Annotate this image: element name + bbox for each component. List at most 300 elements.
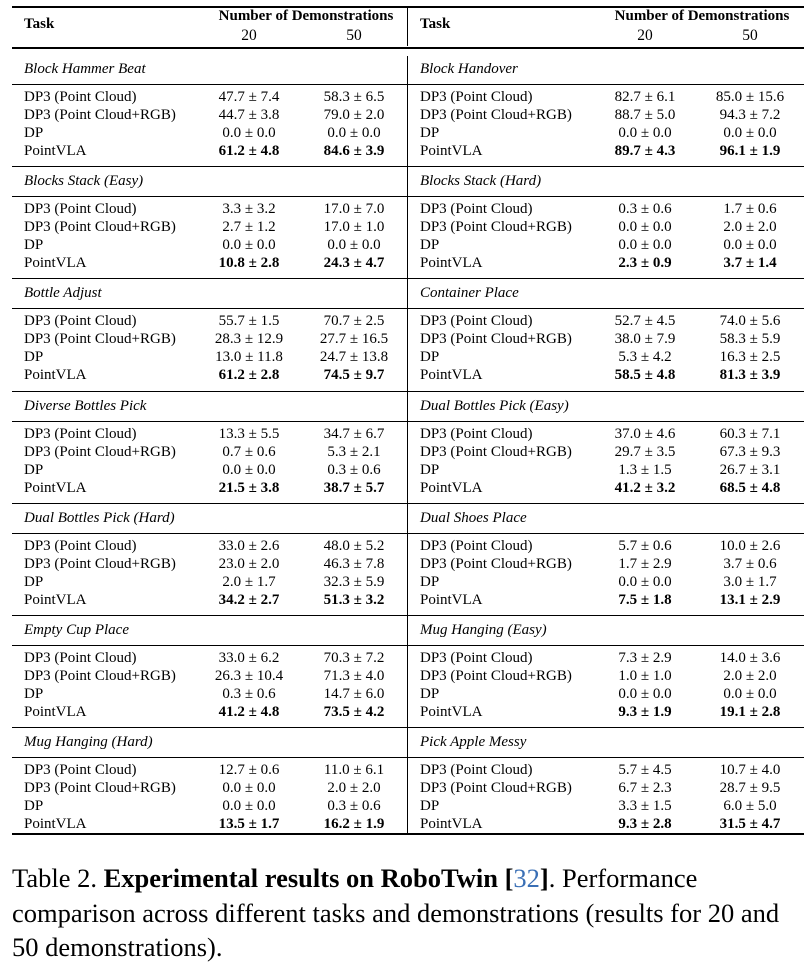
table-caption xyxy=(12,861,802,965)
table-row xyxy=(408,573,804,591)
table-row xyxy=(408,366,804,384)
value-50-demos: 0.3 ± 0.6 xyxy=(327,461,381,478)
section-rule xyxy=(12,503,408,504)
method-name: DP3 (Point Cloud) xyxy=(24,650,137,666)
value-20-demos: 26.3 ± 10.4 xyxy=(214,668,284,684)
value-20-demos: 0.0 ± 0.0 xyxy=(618,219,672,236)
table-row xyxy=(408,815,804,833)
value-20-demos: 1.3 ± 1.5 xyxy=(618,461,672,478)
value-20-demos: 0.0 ± 0.0 xyxy=(618,125,672,141)
method-name: DP3 (Point Cloud) xyxy=(420,650,533,666)
value-50-demos: 67.3 ± 9.3 xyxy=(719,443,781,460)
section-rule xyxy=(408,503,804,504)
method-name: DP xyxy=(420,125,440,141)
section-rule xyxy=(408,391,804,392)
right-task-header: Task xyxy=(420,16,451,32)
method-name: DP3 (Point Cloud) xyxy=(24,425,137,442)
value-50-demos: 79.0 ± 2.0 xyxy=(323,107,385,123)
left-header-20: 20 xyxy=(241,27,257,44)
value-50-demos: 84.6 ± 3.9 xyxy=(323,143,385,159)
task-name: Blocks Stack (Easy) xyxy=(24,173,144,190)
table-row xyxy=(408,330,804,348)
value-50-demos: 6.0 ± 5.0 xyxy=(723,798,777,815)
method-name: PointVLA xyxy=(420,591,483,608)
method-name: DP xyxy=(24,349,44,366)
value-50-demos: 58.3 ± 5.9 xyxy=(719,331,781,348)
value-50-demos: 0.0 ± 0.0 xyxy=(723,125,777,141)
task-section-block-hammer-beat xyxy=(12,56,408,168)
method-name: PointVLA xyxy=(24,255,87,272)
caption-text: . Performance comparison across different tasks and demonstrations (results for 20 and 50 demonstrations). xyxy=(12,863,780,962)
table-row xyxy=(408,254,804,272)
method-name: DP xyxy=(24,461,44,478)
value-20-demos: 1.7 ± 2.9 xyxy=(618,555,672,572)
value-50-demos: 24.3 ± 4.7 xyxy=(323,255,385,272)
value-50-demos: 70.3 ± 7.2 xyxy=(323,650,385,666)
header-rule xyxy=(408,47,804,49)
task-section-blocks-stack-hard xyxy=(408,168,804,280)
value-50-demos: 27.7 ± 16.5 xyxy=(319,331,389,348)
section-rule xyxy=(12,727,408,728)
value-50-demos: 31.5 ± 4.7 xyxy=(719,816,781,833)
table-row xyxy=(12,254,408,272)
right-header-50: 50 xyxy=(742,27,758,44)
top-rule xyxy=(408,6,804,8)
value-20-demos: 55.7 ± 1.5 xyxy=(218,313,280,330)
method-name: DP xyxy=(24,686,44,702)
value-50-demos: 51.3 ± 3.2 xyxy=(323,591,385,608)
section-rule xyxy=(12,278,408,279)
task-rule xyxy=(12,308,408,309)
value-20-demos: 28.3 ± 12.9 xyxy=(214,331,284,348)
method-name: DP xyxy=(420,461,440,478)
value-50-demos: 34.7 ± 6.7 xyxy=(323,425,385,442)
method-name: PointVLA xyxy=(24,704,87,720)
task-section-mug-hanging-easy xyxy=(408,617,804,729)
value-50-demos: 81.3 ± 3.9 xyxy=(719,367,781,384)
value-20-demos: 0.0 ± 0.0 xyxy=(618,573,672,590)
method-name: DP3 (Point Cloud) xyxy=(420,762,533,779)
method-name: DP xyxy=(24,798,44,815)
value-20-demos: 0.0 ± 0.0 xyxy=(222,798,276,815)
method-name: DP3 (Point Cloud) xyxy=(420,201,533,218)
value-50-demos: 10.0 ± 2.6 xyxy=(719,537,781,554)
value-50-demos: 3.7 ± 0.6 xyxy=(723,555,777,572)
task-section-blocks-stack-easy xyxy=(12,168,408,280)
value-20-demos: 2.3 ± 0.9 xyxy=(618,255,672,272)
value-50-demos: 2.0 ± 2.0 xyxy=(723,219,777,236)
value-20-demos: 0.0 ± 0.0 xyxy=(222,237,276,254)
left-demonstrations-header: Number of Demonstrations xyxy=(218,8,394,24)
task-section-empty-cup-place xyxy=(12,617,408,729)
table-row xyxy=(408,425,804,443)
table-row xyxy=(12,88,408,106)
method-name: DP3 (Point Cloud) xyxy=(24,762,137,779)
value-20-demos: 3.3 ± 3.2 xyxy=(222,201,276,218)
method-name: DP xyxy=(420,686,440,702)
value-20-demos: 23.0 ± 2.0 xyxy=(218,555,280,572)
task-rule xyxy=(408,84,804,85)
table-row xyxy=(12,425,408,443)
method-name: DP3 (Point Cloud) xyxy=(24,89,137,105)
task-rule xyxy=(12,84,408,85)
table-row xyxy=(12,537,408,555)
method-name: DP3 (Point Cloud+RGB) xyxy=(420,555,572,572)
value-50-demos: 74.5 ± 9.7 xyxy=(323,367,385,384)
method-name: PointVLA xyxy=(420,143,483,159)
table-row xyxy=(12,667,408,685)
table-row xyxy=(12,479,408,497)
value-50-demos: 19.1 ± 2.8 xyxy=(719,704,781,720)
table-row xyxy=(408,142,804,160)
caption-bold-close: ] xyxy=(539,863,549,893)
value-50-demos: 32.3 ± 5.9 xyxy=(323,573,385,590)
table-row xyxy=(408,218,804,236)
value-50-demos: 3.7 ± 1.4 xyxy=(723,255,777,272)
method-name: PointVLA xyxy=(420,816,483,833)
table-row xyxy=(408,88,804,106)
task-rule xyxy=(12,196,408,197)
task-section-dual-bottles-pick-easy xyxy=(408,393,804,505)
table-row xyxy=(12,443,408,461)
method-name: PointVLA xyxy=(24,367,87,384)
method-name: PointVLA xyxy=(420,704,483,720)
value-20-demos: 9.3 ± 2.8 xyxy=(618,816,672,833)
value-50-demos: 38.7 ± 5.7 xyxy=(323,479,385,496)
value-20-demos: 5.3 ± 4.2 xyxy=(618,349,672,366)
table-row xyxy=(408,124,804,142)
value-20-demos: 29.7 ± 3.5 xyxy=(614,443,676,460)
value-20-demos: 0.3 ± 0.6 xyxy=(618,201,672,218)
table-row xyxy=(408,685,804,703)
table-row xyxy=(408,761,804,779)
task-rule xyxy=(408,757,804,758)
value-50-demos: 17.0 ± 1.0 xyxy=(323,219,385,236)
table-row xyxy=(408,443,804,461)
table-row xyxy=(12,555,408,573)
value-20-demos: 13.0 ± 11.8 xyxy=(215,349,283,366)
table-row xyxy=(12,218,408,236)
value-20-demos: 44.7 ± 3.8 xyxy=(218,107,280,123)
value-20-demos: 5.7 ± 4.5 xyxy=(618,762,672,779)
left-table-column xyxy=(12,0,408,836)
method-name: DP3 (Point Cloud+RGB) xyxy=(24,668,176,684)
value-50-demos: 70.7 ± 2.5 xyxy=(323,313,385,330)
task-name: Mug Hanging (Easy) xyxy=(420,622,547,638)
top-rule xyxy=(12,6,408,8)
value-50-demos: 0.0 ± 0.0 xyxy=(327,125,381,141)
value-50-demos: 10.7 ± 4.0 xyxy=(719,762,781,779)
method-name: DP3 (Point Cloud+RGB) xyxy=(420,780,572,797)
value-50-demos: 3.0 ± 1.7 xyxy=(723,573,777,590)
table-row xyxy=(408,703,804,721)
section-rule xyxy=(408,166,804,167)
value-20-demos: 6.7 ± 2.3 xyxy=(618,780,672,797)
value-20-demos: 2.7 ± 1.2 xyxy=(222,219,276,236)
value-50-demos: 16.3 ± 2.5 xyxy=(719,349,781,366)
value-50-demos: 58.3 ± 6.5 xyxy=(323,89,385,105)
table-row xyxy=(12,200,408,218)
table-row xyxy=(408,555,804,573)
value-20-demos: 0.0 ± 0.0 xyxy=(222,461,276,478)
section-rule xyxy=(408,278,804,279)
table-row xyxy=(12,124,408,142)
value-20-demos: 9.3 ± 1.9 xyxy=(618,704,672,720)
value-50-demos: 0.0 ± 0.0 xyxy=(327,237,381,254)
value-20-demos: 0.0 ± 0.0 xyxy=(618,237,672,254)
table-row xyxy=(12,815,408,833)
task-section-dual-shoes-place xyxy=(408,505,804,617)
method-name: DP xyxy=(24,125,44,141)
value-50-demos: 71.3 ± 4.0 xyxy=(323,668,385,684)
method-name: DP3 (Point Cloud+RGB) xyxy=(24,555,176,572)
bottom-rule xyxy=(408,833,804,835)
value-50-demos: 14.7 ± 6.0 xyxy=(323,686,385,702)
value-20-demos: 33.0 ± 2.6 xyxy=(218,537,280,554)
value-20-demos: 21.5 ± 3.8 xyxy=(218,479,280,496)
value-20-demos: 52.7 ± 4.5 xyxy=(614,313,676,330)
value-20-demos: 7.3 ± 2.9 xyxy=(618,650,672,666)
value-50-demos: 24.7 ± 13.8 xyxy=(319,349,389,366)
value-20-demos: 0.3 ± 0.6 xyxy=(222,686,276,702)
method-name: DP3 (Point Cloud+RGB) xyxy=(420,443,572,460)
results-table xyxy=(12,0,804,836)
task-name: Diverse Bottles Pick xyxy=(24,397,147,414)
value-20-demos: 0.0 ± 0.0 xyxy=(222,780,276,797)
table-row xyxy=(12,779,408,797)
method-name: DP3 (Point Cloud+RGB) xyxy=(24,780,176,797)
task-section-pick-apple-messy xyxy=(408,729,804,841)
table-row xyxy=(12,366,408,384)
section-rule xyxy=(12,615,408,616)
table-row xyxy=(408,779,804,797)
value-50-demos: 1.7 ± 0.6 xyxy=(723,201,777,218)
value-50-demos: 96.1 ± 1.9 xyxy=(719,143,781,159)
value-50-demos: 16.2 ± 1.9 xyxy=(323,816,385,833)
table-row xyxy=(408,479,804,497)
table-row xyxy=(12,591,408,609)
task-rule xyxy=(408,308,804,309)
value-50-demos: 14.0 ± 3.6 xyxy=(719,650,781,666)
value-50-demos: 28.7 ± 9.5 xyxy=(719,780,781,797)
task-rule xyxy=(408,533,804,534)
value-50-demos: 85.0 ± 15.6 xyxy=(715,89,785,105)
table-row xyxy=(408,537,804,555)
value-50-demos: 13.1 ± 2.9 xyxy=(719,591,781,608)
value-50-demos: 73.5 ± 4.2 xyxy=(323,704,385,720)
task-name: Blocks Stack (Hard) xyxy=(420,173,542,190)
task-name: Mug Hanging (Hard) xyxy=(24,734,153,751)
value-50-demos: 2.0 ± 2.0 xyxy=(723,668,777,684)
task-rule xyxy=(12,533,408,534)
value-20-demos: 47.7 ± 7.4 xyxy=(218,89,280,105)
value-20-demos: 1.0 ± 1.0 xyxy=(618,668,672,684)
task-name: Container Place xyxy=(420,285,519,302)
value-20-demos: 3.3 ± 1.5 xyxy=(618,798,672,815)
value-50-demos: 11.0 ± 6.1 xyxy=(323,762,385,779)
section-rule xyxy=(408,727,804,728)
right-demonstrations-header: Number of Demonstrations xyxy=(614,8,790,24)
value-20-demos: 0.0 ± 0.0 xyxy=(222,125,276,141)
value-50-demos: 46.3 ± 7.8 xyxy=(323,555,385,572)
method-name: DP xyxy=(420,237,440,254)
method-name: PointVLA xyxy=(24,816,87,833)
value-20-demos: 10.8 ± 2.8 xyxy=(218,255,280,272)
table-row xyxy=(12,649,408,667)
value-20-demos: 89.7 ± 4.3 xyxy=(614,143,676,159)
table-row xyxy=(12,106,408,124)
table-row xyxy=(408,106,804,124)
value-50-demos: 74.0 ± 5.6 xyxy=(719,313,781,330)
value-20-demos: 61.2 ± 4.8 xyxy=(218,143,280,159)
method-name: DP3 (Point Cloud) xyxy=(24,201,137,218)
table-row xyxy=(408,348,804,366)
value-20-demos: 13.5 ± 1.7 xyxy=(218,816,280,833)
column-divider xyxy=(407,8,408,46)
value-50-demos: 0.0 ± 0.0 xyxy=(723,686,777,702)
task-name: Pick Apple Messy xyxy=(420,734,527,751)
value-20-demos: 2.0 ± 1.7 xyxy=(222,573,276,590)
value-20-demos: 12.7 ± 0.6 xyxy=(218,762,280,779)
value-20-demos: 0.0 ± 0.0 xyxy=(618,686,672,702)
method-name: DP3 (Point Cloud+RGB) xyxy=(24,107,176,123)
table-row xyxy=(408,591,804,609)
method-name: DP3 (Point Cloud) xyxy=(420,537,533,554)
task-rule xyxy=(408,645,804,646)
method-name: PointVLA xyxy=(420,367,483,384)
value-20-demos: 34.2 ± 2.7 xyxy=(218,591,280,608)
method-name: DP3 (Point Cloud+RGB) xyxy=(24,331,176,348)
method-name: DP3 (Point Cloud) xyxy=(24,313,137,330)
task-rule xyxy=(12,757,408,758)
table-row xyxy=(12,797,408,815)
method-name: PointVLA xyxy=(420,479,483,496)
section-rule xyxy=(12,166,408,167)
column-divider xyxy=(407,56,408,834)
value-20-demos: 82.7 ± 6.1 xyxy=(614,89,676,105)
task-section-diverse-bottles-pick xyxy=(12,393,408,505)
method-name: DP3 (Point Cloud) xyxy=(420,425,533,442)
table-row xyxy=(408,312,804,330)
left-task-header: Task xyxy=(24,16,55,32)
method-name: DP3 (Point Cloud+RGB) xyxy=(24,219,176,236)
task-rule xyxy=(12,421,408,422)
method-name: PointVLA xyxy=(24,591,87,608)
method-name: DP3 (Point Cloud+RGB) xyxy=(420,331,572,348)
value-20-demos: 37.0 ± 4.6 xyxy=(614,425,676,442)
table-row xyxy=(12,348,408,366)
method-name: DP3 (Point Cloud+RGB) xyxy=(420,107,572,123)
table-row xyxy=(408,649,804,667)
method-name: DP3 (Point Cloud+RGB) xyxy=(420,219,572,236)
table-row xyxy=(12,461,408,479)
task-name: Block Handover xyxy=(420,61,518,77)
header-rule xyxy=(12,47,408,49)
table-row xyxy=(408,797,804,815)
method-name: DP3 (Point Cloud+RGB) xyxy=(24,443,176,460)
value-50-demos: 68.5 ± 4.8 xyxy=(719,479,781,496)
value-50-demos: 48.0 ± 5.2 xyxy=(323,537,385,554)
table-row xyxy=(12,330,408,348)
task-name: Block Hammer Beat xyxy=(24,61,146,77)
task-section-mug-hanging-hard xyxy=(12,729,408,841)
section-rule xyxy=(12,391,408,392)
value-20-demos: 38.0 ± 7.9 xyxy=(614,331,676,348)
citation-link[interactable]: 32 xyxy=(513,863,540,893)
method-name: DP3 (Point Cloud) xyxy=(420,313,533,330)
method-name: PointVLA xyxy=(420,255,483,272)
task-rule xyxy=(12,645,408,646)
value-20-demos: 13.3 ± 5.5 xyxy=(218,425,280,442)
value-50-demos: 60.3 ± 7.1 xyxy=(719,425,781,442)
bottom-rule xyxy=(12,833,408,835)
table-row xyxy=(12,236,408,254)
table-row xyxy=(408,667,804,685)
left-header-50: 50 xyxy=(346,27,362,44)
value-50-demos: 0.3 ± 0.6 xyxy=(327,798,381,815)
table-row xyxy=(408,236,804,254)
table-row xyxy=(12,142,408,160)
method-name: DP xyxy=(24,573,44,590)
table-row xyxy=(12,761,408,779)
value-20-demos: 41.2 ± 4.8 xyxy=(218,704,280,720)
task-name: Dual Bottles Pick (Hard) xyxy=(24,509,175,526)
value-50-demos: 94.3 ± 7.2 xyxy=(719,107,781,123)
method-name: DP3 (Point Cloud) xyxy=(24,537,137,554)
table-row xyxy=(12,573,408,591)
method-name: PointVLA xyxy=(24,143,87,159)
task-section-block-handover xyxy=(408,56,804,168)
value-20-demos: 7.5 ± 1.8 xyxy=(618,591,672,608)
value-50-demos: 2.0 ± 2.0 xyxy=(327,780,381,797)
task-name: Dual Shoes Place xyxy=(420,509,527,526)
table-row xyxy=(408,461,804,479)
method-name: DP3 (Point Cloud+RGB) xyxy=(420,668,572,684)
method-name: DP xyxy=(420,798,440,815)
table-row xyxy=(408,200,804,218)
value-20-demos: 33.0 ± 6.2 xyxy=(218,650,280,666)
task-section-container-place xyxy=(408,280,804,392)
right-header-20: 20 xyxy=(637,27,653,44)
value-50-demos: 5.3 ± 2.1 xyxy=(327,443,381,460)
task-name: Empty Cup Place xyxy=(24,622,129,638)
task-section-dual-bottles-pick-hard xyxy=(12,505,408,617)
task-rule xyxy=(408,421,804,422)
method-name: DP xyxy=(420,349,440,366)
value-20-demos: 41.2 ± 3.2 xyxy=(614,479,676,496)
method-name: DP3 (Point Cloud) xyxy=(420,89,533,105)
table-row xyxy=(12,703,408,721)
method-name: DP xyxy=(420,573,440,590)
value-20-demos: 0.7 ± 0.6 xyxy=(222,443,276,460)
task-rule xyxy=(408,196,804,197)
value-20-demos: 61.2 ± 2.8 xyxy=(218,367,280,384)
value-20-demos: 88.7 ± 5.0 xyxy=(614,107,676,123)
value-50-demos: 26.7 ± 3.1 xyxy=(719,461,781,478)
method-name: DP xyxy=(24,237,44,254)
method-name: PointVLA xyxy=(24,479,87,496)
value-20-demos: 5.7 ± 0.6 xyxy=(618,537,672,554)
table-row xyxy=(12,312,408,330)
value-20-demos: 58.5 ± 4.8 xyxy=(614,367,676,384)
task-section-bottle-adjust xyxy=(12,280,408,392)
right-table-column xyxy=(408,0,804,836)
task-name: Dual Bottles Pick (Easy) xyxy=(420,397,569,414)
caption-bold-title: Experimental results on RoboTwin [ xyxy=(103,863,514,893)
task-name: Bottle Adjust xyxy=(24,285,102,302)
section-rule xyxy=(408,615,804,616)
table-row xyxy=(12,685,408,703)
